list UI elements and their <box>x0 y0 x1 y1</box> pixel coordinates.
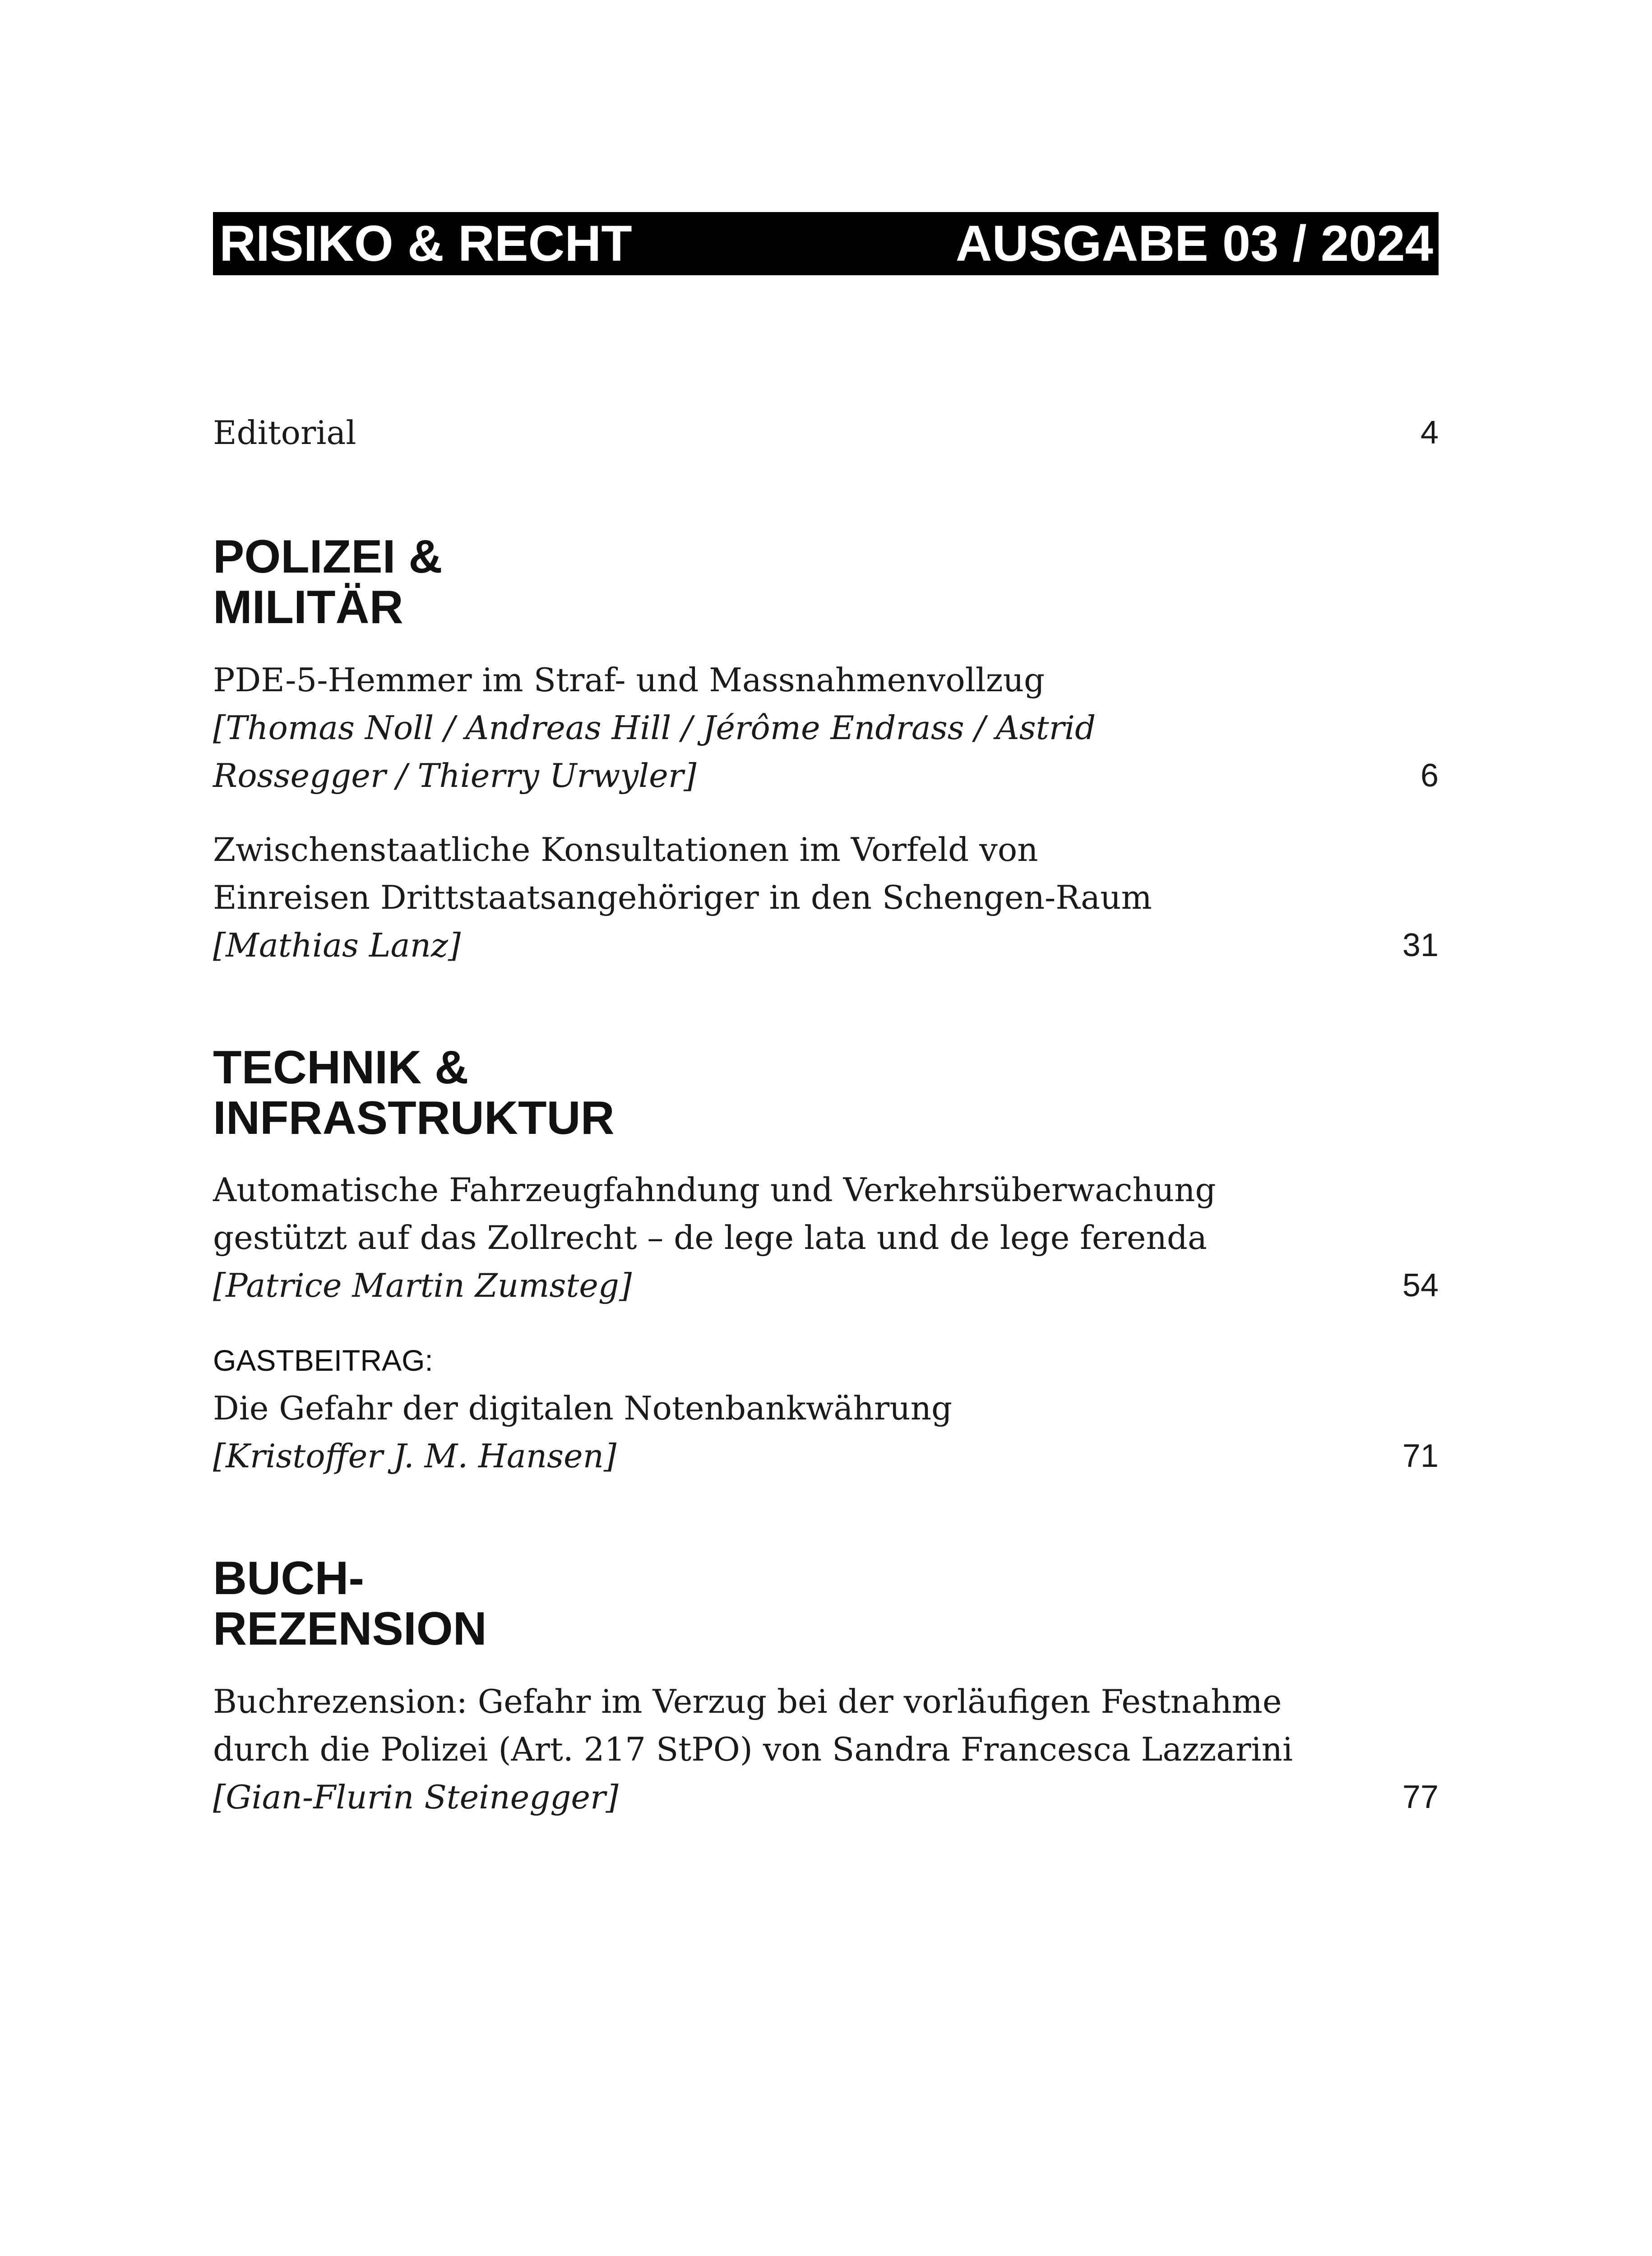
section-heading-technik-infrastruktur <box>213 1042 615 1143</box>
entry-title: gestützt auf das Zollrecht – de lege lata und de lege ferenda <box>213 1219 1207 1257</box>
section-heading-line: BUCH- <box>213 1552 365 1604</box>
issue-label: AUSGABE 03 / 2024 <box>955 215 1433 272</box>
entry-title: Einreisen Drittstaatsangehöriger in den Schengen-Raum <box>213 878 1152 916</box>
editorial-label: Editorial <box>213 414 356 452</box>
section-heading-line: POLIZEI & <box>213 531 443 583</box>
toc-entry[interactable] <box>213 656 1439 800</box>
entry-page-number: 31 <box>1402 927 1439 963</box>
section-heading-line: TECHNIK & <box>213 1041 469 1094</box>
guest-contribution-label: GASTBEITRAG: <box>213 1344 433 1377</box>
journal-title: RISIKO & RECHT <box>219 215 632 272</box>
entry-page-number: 71 <box>1402 1438 1439 1474</box>
entry-title: Automatische Fahrzeugfahndung und Verkehrsüberwachung <box>213 1171 1216 1209</box>
section-heading-line: INFRASTRUKTUR <box>213 1092 615 1144</box>
entry-authors: [Patrice Martin Zumsteg] <box>213 1267 632 1304</box>
entry-title: Zwischenstaatliche Konsultationen im Vorfeld von <box>213 831 1038 869</box>
section-heading-polizei-militaer <box>213 532 442 633</box>
entry-authors: [Gian-Flurin Steinegger] <box>213 1778 619 1816</box>
entry-title: Die Gefahr der digitalen Notenbankwährung <box>213 1389 953 1427</box>
entry-authors: [Kristoffer J. M. Hansen] <box>213 1437 617 1475</box>
section-heading-buchrezension <box>213 1553 487 1654</box>
entry-authors: [Thomas Noll / Andreas Hill / Jérôme Endrass / Astrid <box>213 709 1096 747</box>
entry-title: PDE-5-Hemmer im Straf- und Massnahmenvollzug <box>213 661 1045 699</box>
entry-title: Buchrezension: Gefahr im Verzug bei der vorläufigen Festnahme <box>213 1683 1282 1720</box>
toc-entry-editorial[interactable] <box>213 409 1439 457</box>
entry-authors: [Mathias Lanz] <box>213 926 461 964</box>
toc-entry[interactable] <box>213 1166 1439 1309</box>
editorial-page-number: 4 <box>1420 415 1439 451</box>
entry-title: durch die Polizei (Art. 217 StPO) von Sandra Francesca Lazzarini <box>213 1730 1293 1768</box>
toc-entry[interactable] <box>213 1384 1439 1480</box>
section-heading-line: MILITÄR <box>213 581 403 633</box>
entry-page-number: 6 <box>1420 758 1439 794</box>
entry-authors: Rossegger / Thierry Urwyler] <box>213 757 697 795</box>
section-heading-line: REZENSION <box>213 1603 487 1655</box>
toc-entry[interactable] <box>213 1678 1439 1821</box>
entry-page-number: 54 <box>1402 1267 1439 1304</box>
toc-entry[interactable] <box>213 826 1439 969</box>
entry-page-number: 77 <box>1402 1779 1439 1815</box>
journal-header-bar <box>213 212 1439 275</box>
